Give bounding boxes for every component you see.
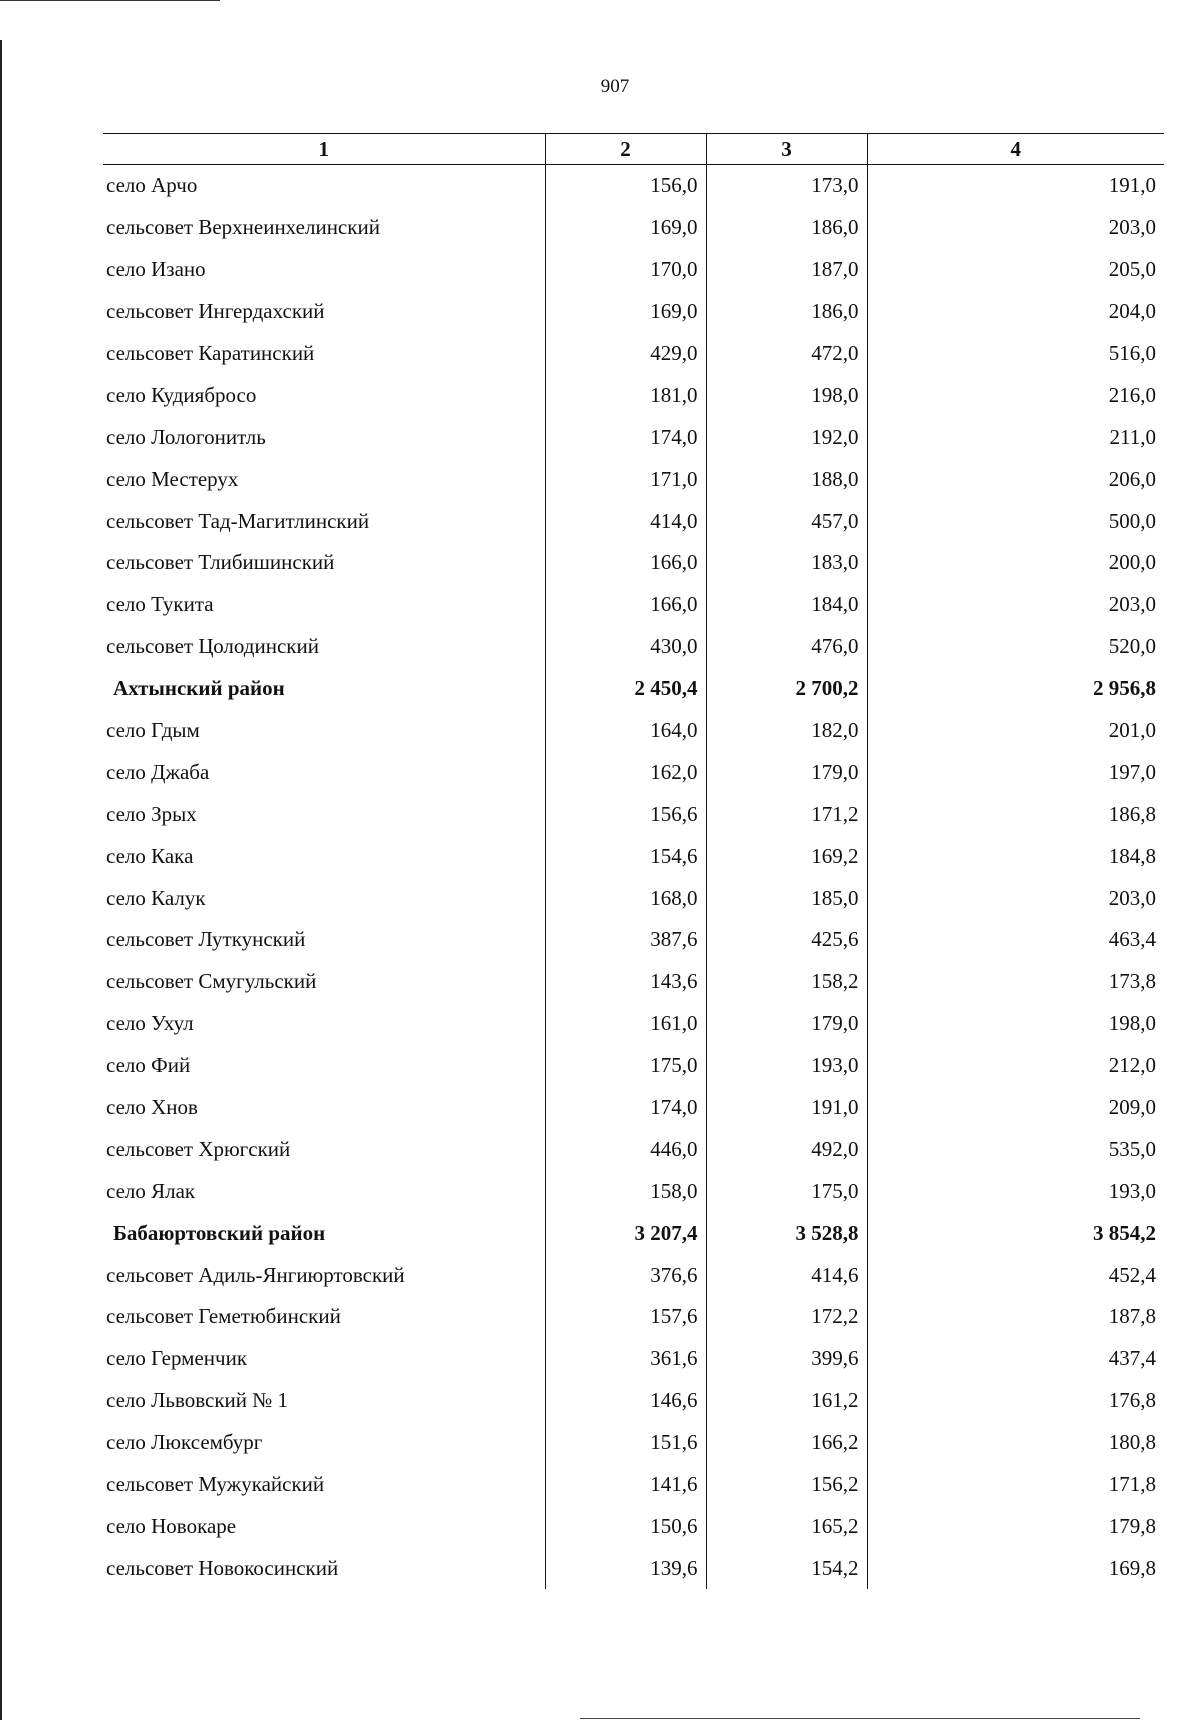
row-value-col2: 414,0 <box>545 500 706 542</box>
table-row <box>103 1087 1164 1129</box>
row-value-col3: 188,0 <box>706 458 867 500</box>
row-name: село Лологонитль <box>103 416 545 458</box>
row-value-col4: 212,0 <box>1108 1053 1156 1078</box>
table-row <box>103 1254 1164 1296</box>
table-row <box>103 1170 1164 1212</box>
row-value-col4: 520,0 <box>1108 634 1156 659</box>
row-name: сельсовет Геметюбинский <box>103 1296 545 1338</box>
row-value-col2: 171,0 <box>545 458 706 500</box>
row-value-col4: 500,0 <box>1108 508 1156 533</box>
row-name: сельсовет Мужукайский <box>103 1464 545 1506</box>
row-name: сельсовет Верхнеинхелинский <box>103 207 545 249</box>
row-value-col2: 175,0 <box>545 1045 706 1087</box>
row-value-col2: 430,0 <box>545 626 706 668</box>
row-name: село Зрых <box>103 793 545 835</box>
row-value-col2: 154,6 <box>545 835 706 877</box>
table-row <box>103 919 1164 961</box>
table-row <box>103 1547 1164 1589</box>
table-row <box>103 1506 1164 1548</box>
row-value-col2: 174,0 <box>545 1087 706 1129</box>
table-row <box>103 793 1164 835</box>
row-value-col4: 191,0 <box>1108 173 1156 198</box>
row-value-col3: 2 700,2 <box>706 668 867 710</box>
row-value-col4: 179,8 <box>1108 1513 1156 1538</box>
table-row <box>103 1422 1164 1464</box>
column-header-4: 4 <box>867 134 1164 165</box>
table-row <box>103 877 1164 919</box>
data-table <box>103 133 1164 1589</box>
row-value-col2: 161,0 <box>545 1003 706 1045</box>
row-value-col4: 203,0 <box>1108 885 1156 910</box>
table-row <box>103 207 1164 249</box>
row-name: село Люксембург <box>103 1422 545 1464</box>
row-value-col2: 446,0 <box>545 1128 706 1170</box>
row-value-col4: 187,8 <box>1108 1304 1156 1329</box>
table-row <box>103 1380 1164 1422</box>
row-value-col4: 2 956,8 <box>1093 676 1156 701</box>
row-name: село Тукита <box>103 584 545 626</box>
row-value-col2: 150,6 <box>545 1506 706 1548</box>
row-value-col4: 516,0 <box>1108 341 1156 365</box>
row-value-col2: 376,6 <box>545 1254 706 1296</box>
row-value-col2: 156,6 <box>545 793 706 835</box>
row-value-col4: 211,0 <box>1109 424 1156 449</box>
table-row <box>103 542 1164 584</box>
row-value-col4: 203,0 <box>1108 215 1156 240</box>
row-value-col4: 184,8 <box>1108 843 1156 868</box>
row-value-col3: 169,2 <box>706 835 867 877</box>
row-value-col4: 535,0 <box>1108 1136 1156 1161</box>
row-value-col4: 3 854,2 <box>1093 1220 1156 1245</box>
row-value-col3: 185,0 <box>706 877 867 919</box>
row-value-col2: 156,0 <box>545 165 706 207</box>
row-value-col2: 164,0 <box>545 710 706 752</box>
table-row <box>103 165 1164 207</box>
table-row <box>103 1296 1164 1338</box>
table-row <box>103 1045 1164 1087</box>
row-value-col4: 204,0 <box>1108 299 1156 324</box>
row-name: село Ухул <box>103 1003 545 1045</box>
row-name: сельсовет Тад-Магитлинский <box>103 500 545 542</box>
row-value-col2: 429,0 <box>545 333 706 375</box>
row-value-col2: 151,6 <box>545 1422 706 1464</box>
row-value-col2: 174,0 <box>545 416 706 458</box>
row-name: село Изано <box>103 249 545 291</box>
row-value-col4: 176,8 <box>1108 1388 1156 1413</box>
row-name: сельсовет Ингердахский <box>103 291 545 333</box>
row-value-col3: 179,0 <box>706 751 867 793</box>
row-name: сельсовет Хрюгский <box>103 1128 545 1170</box>
row-value-col3: 172,2 <box>706 1296 867 1338</box>
row-value-col4: 200,0 <box>1108 550 1156 575</box>
table-row <box>103 500 1164 542</box>
row-value-col4: 197,0 <box>1108 759 1156 784</box>
row-value-col2: 168,0 <box>545 877 706 919</box>
row-value-col3: 184,0 <box>706 584 867 626</box>
row-name: село Кака <box>103 835 545 877</box>
row-value-col4: 201,0 <box>1108 718 1156 743</box>
row-value-col3: 182,0 <box>706 710 867 752</box>
row-name: Бабаюртовский район <box>103 1212 545 1254</box>
row-name: село Ялак <box>103 1170 545 1212</box>
table-row <box>103 1128 1164 1170</box>
row-value-col2: 143,6 <box>545 961 706 1003</box>
row-value-col3: 191,0 <box>706 1087 867 1129</box>
table-row <box>103 751 1164 793</box>
table-row <box>103 1464 1164 1506</box>
row-value-col2: 170,0 <box>545 249 706 291</box>
row-value-col3: 183,0 <box>706 542 867 584</box>
table-body <box>103 165 1164 1590</box>
column-header-2: 2 <box>545 134 706 165</box>
row-name: село Местерух <box>103 458 545 500</box>
row-value-col2: 157,6 <box>545 1296 706 1338</box>
row-name: сельсовет Цолодинский <box>103 626 545 668</box>
row-value-col2: 162,0 <box>545 751 706 793</box>
district-row <box>103 1212 1164 1254</box>
row-name: сельсовет Новокосинский <box>103 1547 545 1589</box>
row-value-col4: 463,4 <box>1108 927 1156 952</box>
table-row <box>103 1003 1164 1045</box>
table-row <box>103 374 1164 416</box>
column-header-1: 1 <box>103 134 545 165</box>
table-row <box>103 584 1164 626</box>
table-row <box>103 710 1164 752</box>
column-header-3: 3 <box>706 134 867 165</box>
row-value-col3: 476,0 <box>706 626 867 668</box>
row-value-col3: 161,2 <box>706 1380 867 1422</box>
row-value-col3: 173,0 <box>706 165 867 207</box>
row-value-col2: 2 450,4 <box>545 668 706 710</box>
row-value-col2: 387,6 <box>545 919 706 961</box>
top-rule <box>0 0 220 1</box>
district-row <box>103 668 1164 710</box>
row-value-col4: 209,0 <box>1108 1095 1156 1120</box>
table-row <box>103 835 1164 877</box>
row-value-col2: 361,6 <box>545 1338 706 1380</box>
row-name: село Новокаре <box>103 1506 545 1548</box>
row-name: сельсовет Тлибишинский <box>103 542 545 584</box>
row-value-col2: 181,0 <box>545 374 706 416</box>
table-row <box>103 458 1164 500</box>
row-value-col4: 193,0 <box>1108 1178 1156 1203</box>
row-value-col3: 171,2 <box>706 793 867 835</box>
row-value-col2: 139,6 <box>545 1547 706 1589</box>
row-name: сельсовет Каратинский <box>103 333 545 375</box>
row-value-col3: 186,0 <box>706 207 867 249</box>
row-value-col3: 399,6 <box>706 1338 867 1380</box>
row-name: сельсовет Луткунский <box>103 919 545 961</box>
row-value-col3: 425,6 <box>706 919 867 961</box>
row-value-col2: 158,0 <box>545 1170 706 1212</box>
row-name: село Джаба <box>103 751 545 793</box>
row-value-col3: 472,0 <box>706 333 867 375</box>
bottom-rule <box>580 1718 1140 1719</box>
row-value-col3: 187,0 <box>706 249 867 291</box>
row-value-col3: 166,2 <box>706 1422 867 1464</box>
row-value-col4: 173,8 <box>1108 969 1156 994</box>
row-value-col3: 175,0 <box>706 1170 867 1212</box>
row-name: село Кудиябросо <box>103 374 545 416</box>
row-name: село Гдым <box>103 710 545 752</box>
table-row <box>103 416 1164 458</box>
row-value-col3: 158,2 <box>706 961 867 1003</box>
row-value-col3: 179,0 <box>706 1003 867 1045</box>
table-row <box>103 249 1164 291</box>
row-value-col3: 414,6 <box>706 1254 867 1296</box>
row-name: село Львовский № 1 <box>103 1380 545 1422</box>
row-value-col3: 193,0 <box>706 1045 867 1087</box>
row-value-col3: 156,2 <box>706 1464 867 1506</box>
row-value-col4: 206,0 <box>1108 466 1156 491</box>
row-value-col4: 205,0 <box>1108 257 1156 282</box>
row-value-col4: 171,8 <box>1108 1472 1156 1497</box>
table-row <box>103 1338 1164 1380</box>
row-value-col4: 180,8 <box>1108 1430 1156 1455</box>
page-left-edge <box>0 40 2 1720</box>
row-value-col4: 169,8 <box>1108 1555 1156 1580</box>
page-number: 907 <box>600 76 630 97</box>
row-value-col3: 154,2 <box>706 1547 867 1589</box>
table-header <box>103 134 1164 165</box>
table-row <box>103 291 1164 333</box>
table-row <box>103 333 1164 375</box>
row-value-col3: 186,0 <box>706 291 867 333</box>
row-name: село Арчо <box>103 165 545 207</box>
row-value-col2: 169,0 <box>545 207 706 249</box>
row-value-col3: 192,0 <box>706 416 867 458</box>
row-value-col3: 165,2 <box>706 1506 867 1548</box>
row-name: село Калук <box>103 877 545 919</box>
row-value-col4: 186,8 <box>1108 801 1156 826</box>
table-row <box>103 626 1164 668</box>
row-value-col3: 492,0 <box>706 1128 867 1170</box>
row-name: село Герменчик <box>103 1338 545 1380</box>
row-name: сельсовет Смугульский <box>103 961 545 1003</box>
row-value-col2: 146,6 <box>545 1380 706 1422</box>
row-value-col2: 166,0 <box>545 542 706 584</box>
row-value-col3: 198,0 <box>706 374 867 416</box>
row-name: Ахтынский район <box>103 668 545 710</box>
row-value-col3: 457,0 <box>706 500 867 542</box>
row-value-col4: 198,0 <box>1108 1011 1156 1036</box>
row-value-col4: 216,0 <box>1108 382 1156 407</box>
row-value-col2: 141,6 <box>545 1464 706 1506</box>
row-value-col4: 203,0 <box>1108 592 1156 617</box>
row-value-col4: 437,4 <box>1108 1346 1156 1371</box>
row-value-col2: 166,0 <box>545 584 706 626</box>
row-name: село Фий <box>103 1045 545 1087</box>
row-value-col3: 3 528,8 <box>706 1212 867 1254</box>
table-row <box>103 961 1164 1003</box>
row-value-col2: 169,0 <box>545 291 706 333</box>
row-value-col4: 452,4 <box>1108 1262 1156 1287</box>
row-name: сельсовет Адиль-Янгиюртовский <box>103 1254 545 1296</box>
row-value-col2: 3 207,4 <box>545 1212 706 1254</box>
row-name: село Хнов <box>103 1087 545 1129</box>
table-header-row <box>103 134 1164 165</box>
